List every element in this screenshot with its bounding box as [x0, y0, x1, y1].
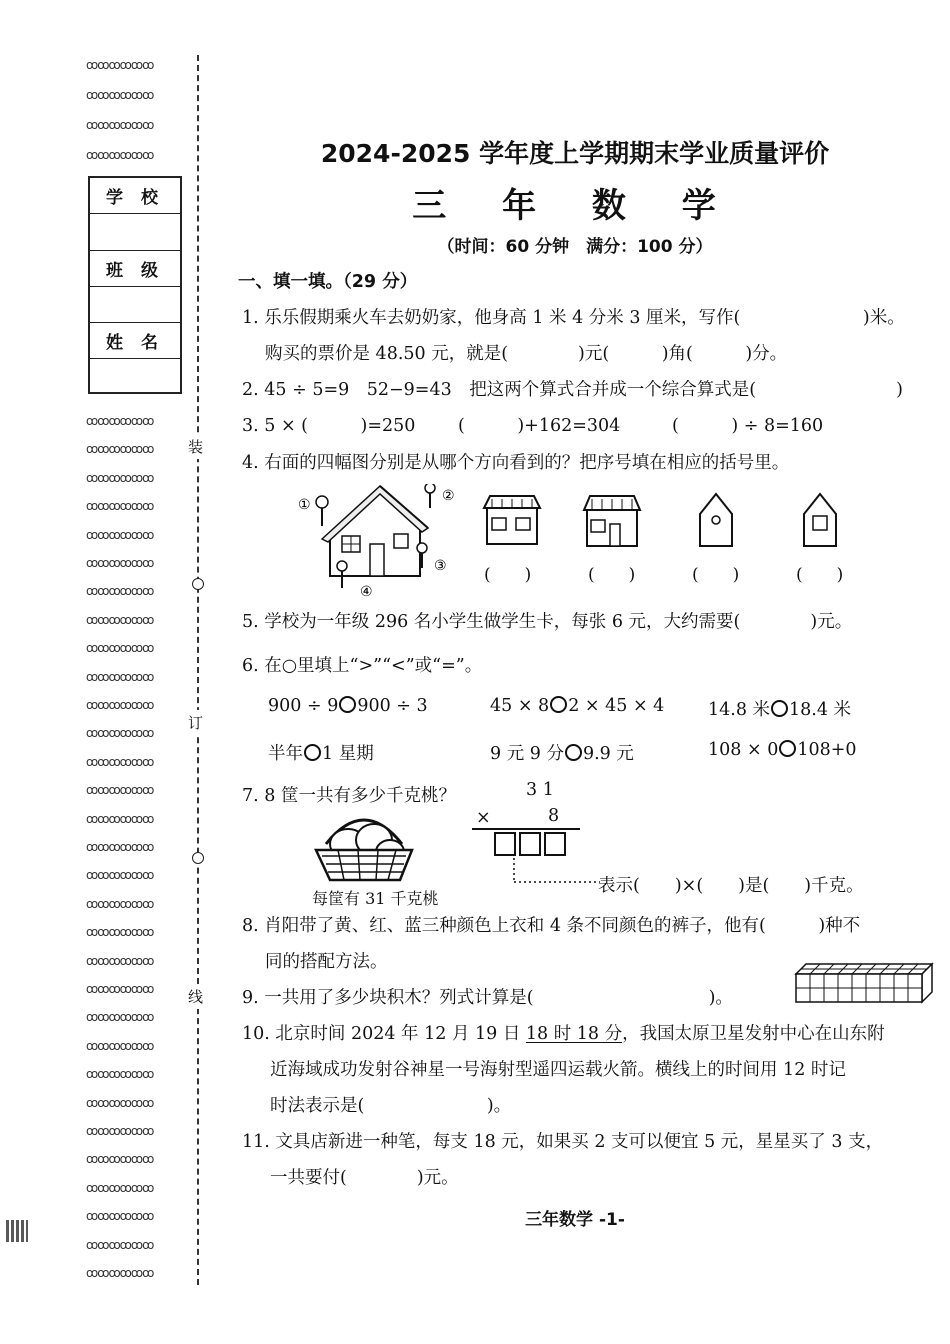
decorative-border: ꝏꝏꝏꝏꝏꝏ: [86, 1124, 154, 1138]
vertical-calc-mult-sign: ×: [476, 808, 491, 828]
house-scene-illustration: [290, 484, 470, 599]
cut-word-zhuang: 装: [188, 434, 203, 459]
view-front-house-door: [582, 494, 642, 548]
qr-code-icon: [6, 1220, 28, 1242]
cut-circle: [192, 852, 204, 864]
school-label: 学 校: [90, 178, 180, 214]
decorative-border: ꝏꝏꝏꝏꝏꝏ: [86, 118, 154, 132]
cut-word-ding: 订: [188, 710, 203, 735]
compare-item: 14.8 米 18.4 米: [708, 700, 852, 720]
marker-4: ④: [360, 584, 373, 599]
decorative-border: ꝏꝏꝏꝏꝏꝏ: [86, 1010, 154, 1025]
question-1-line-2: 购买的票价是 48.50 元，就是( )元( )角( )分。: [265, 344, 788, 364]
question-1-line-1: 1. 乐乐假期乘火车去奶奶家，他身高 1 米 4 分米 3 厘米，写作( )米。: [242, 308, 905, 328]
decorative-border: ꝏꝏꝏꝏꝏꝏ: [86, 556, 154, 570]
decorative-border: ꝏꝏꝏꝏꝏꝏ: [86, 612, 154, 627]
compare-item: 半年 1 星期: [268, 744, 374, 764]
school-field[interactable]: [90, 214, 180, 250]
decorative-border: ꝏꝏꝏꝏꝏꝏ: [86, 414, 154, 428]
decorative-border: ꝏꝏꝏꝏꝏꝏ: [86, 527, 154, 542]
compare-circle[interactable]: [304, 744, 321, 761]
decorative-border: ꝏꝏꝏꝏꝏꝏ: [86, 840, 154, 854]
digit-box[interactable]: [544, 832, 566, 856]
class-label: 班 级: [90, 251, 180, 287]
cut-word-xian: 线: [188, 984, 203, 1009]
decorative-border: ꝏꝏꝏꝏꝏꝏ: [86, 148, 154, 162]
decorative-border: ꝏꝏꝏꝏꝏꝏ: [86, 442, 154, 457]
question-6: 6. 在○里填上“>”“<”或“=”。: [242, 656, 483, 676]
decorative-border: ꝏꝏꝏꝏꝏꝏ: [86, 1038, 154, 1053]
decorative-border: ꝏꝏꝏꝏꝏꝏ: [86, 1209, 154, 1224]
decorative-border: ꝏꝏꝏꝏꝏꝏ: [86, 669, 154, 684]
question-10-line-1: 10. 北京时间 2024 年 12 月 19 日 18 时 18 分，我国太原卫星发射中心在山东附: [242, 1024, 885, 1044]
compare-circle[interactable]: [565, 744, 582, 761]
question-11-line-2: 一共要付( )元。: [270, 1168, 459, 1188]
decorative-border: ꝏꝏꝏꝏꝏꝏ: [86, 1152, 154, 1167]
class-field[interactable]: [90, 287, 180, 323]
digit-box[interactable]: [494, 832, 516, 856]
decorative-border: ꝏꝏꝏꝏꝏꝏ: [86, 1237, 154, 1252]
page-title: 2024-2025 学年度上学期期末学业质量评价: [320, 139, 830, 168]
compare-item: 9 元 9 分 9.9 元: [490, 744, 634, 764]
question-7: 7. 8 筐一共有多少千克桃？: [242, 786, 456, 806]
decorative-border: ꝏꝏꝏꝏꝏꝏ: [86, 584, 154, 599]
decorative-border: ꝏꝏꝏꝏꝏꝏ: [86, 811, 154, 826]
compare-circle[interactable]: [339, 696, 356, 713]
decorative-border: ꝏꝏꝏꝏꝏꝏ: [86, 726, 154, 741]
pointer-dotted-line: [512, 858, 602, 886]
name-label: 姓 名: [90, 323, 180, 359]
cut-line: [197, 55, 199, 1285]
decorative-border: ꝏꝏꝏꝏꝏꝏ: [86, 499, 154, 514]
answer-blank[interactable]: ( ): [796, 565, 844, 585]
question-4: 4. 右面的四幅图分别是从哪个方向看到的？把序号填在相应的括号里。: [242, 453, 790, 473]
question-5: 5. 学校为一年级 296 名小学生做学生卡，每张 6 元，大约需要( )元。: [242, 612, 853, 632]
marker-2: ②: [442, 488, 455, 504]
decorative-border: ꝏꝏꝏꝏꝏꝏ: [86, 1180, 154, 1195]
decorative-border: ꝏꝏꝏꝏꝏꝏ: [86, 470, 154, 485]
compare-circle[interactable]: [779, 740, 796, 757]
house-door: [370, 544, 384, 576]
decorative-border: ꝏꝏꝏꝏꝏꝏ: [86, 982, 154, 996]
decorative-border: ꝏꝏꝏꝏꝏꝏ: [86, 88, 154, 102]
question-9: 9. 一共用了多少块积木？列式计算是( )。: [242, 988, 733, 1008]
question-10-line-3: 时法表示是( )。: [270, 1096, 512, 1116]
compare-item: 45 × 8 2 × 45 × 4: [490, 696, 665, 716]
subject-title: 三 年 数 学: [412, 186, 738, 226]
vertical-calc-top: 3 1: [526, 780, 554, 800]
compare-circle[interactable]: [550, 696, 567, 713]
section-heading: 一、填一填。（29 分）: [238, 272, 418, 292]
question-3-b: ( )+162=304: [458, 416, 621, 436]
decorative-border: ꝏꝏꝏꝏꝏꝏ: [86, 953, 154, 968]
page-footer: 三年数学 -1-: [525, 1210, 625, 1230]
vertical-calc-bottom: 8: [548, 806, 560, 826]
view-side-house-round-window: [696, 492, 736, 548]
compare-item: 108 × 0 108+0: [708, 740, 857, 760]
digit-box[interactable]: [519, 832, 541, 856]
answer-boxes: [494, 832, 569, 860]
marker-3: ③: [434, 558, 447, 574]
decorative-border: ꝏꝏꝏꝏꝏꝏ: [86, 58, 154, 72]
question-8-line-2: 同的搭配方法。: [265, 952, 388, 972]
view-front-house: [482, 494, 542, 546]
question-3-c: ( ) ÷ 8=160: [672, 416, 824, 436]
view-side-house-square-window: [800, 492, 840, 548]
decorative-border: ꝏꝏꝏꝏꝏꝏ: [86, 868, 154, 883]
underlined-time: 18 时 18 分: [525, 1024, 623, 1044]
answer-blank[interactable]: ( ): [484, 565, 532, 585]
decorative-border: ꝏꝏꝏꝏꝏꝏ: [86, 641, 154, 656]
decorative-border: ꝏꝏꝏꝏꝏꝏ: [86, 896, 154, 911]
compare-item: 900 ÷ 9 900 ÷ 3: [268, 696, 428, 716]
question-2: 2. 45 ÷ 5=9 52−9=43 把这两个算式合并成一个综合算式是( ): [242, 380, 903, 400]
cut-circle: [192, 578, 204, 590]
decorative-border: ꝏꝏꝏꝏꝏꝏ: [86, 754, 154, 769]
decorative-border: ꝏꝏꝏꝏꝏꝏ: [86, 1266, 154, 1280]
question-11-line-1: 11. 文具店新进一种笔，每支 18 元，如果买 2 支可以便宜 5 元，星星买了 3 支，: [242, 1132, 884, 1152]
basket-caption: 每筐有 31 千克桃: [312, 889, 439, 908]
question-10-line-2: 近海域成功发射谷神星一号海射型遥四运载火箭。横线上的时间用 12 时记: [270, 1060, 846, 1080]
name-field[interactable]: [90, 359, 180, 395]
answer-blank[interactable]: ( ): [588, 565, 636, 585]
decorative-border: ꝏꝏꝏꝏꝏꝏ: [86, 783, 154, 798]
vertical-calc-rule: [472, 828, 580, 830]
question-8-line-1: 8. 肖阳带了黄、红、蓝三种颜色上衣和 4 条不同颜色的裤子，他有( )种不: [242, 916, 861, 936]
decorative-border: ꝏꝏꝏꝏꝏꝏ: [86, 698, 154, 712]
marker-1: ①: [298, 497, 311, 513]
question-7-explain: 表示( )×( )是( )千克。: [598, 876, 864, 896]
answer-blank[interactable]: ( ): [692, 565, 740, 585]
student-info-box: [88, 176, 182, 394]
decorative-border: ꝏꝏꝏꝏꝏꝏ: [86, 925, 154, 940]
question-3-a: 3. 5 × ( )=250: [242, 416, 416, 436]
decorative-border: ꝏꝏꝏꝏꝏꝏ: [86, 1095, 154, 1110]
compare-circle[interactable]: [771, 700, 788, 717]
building-blocks-illustration: [792, 962, 934, 1004]
exam-time-info: （时间：60 分钟 满分：100 分）: [437, 237, 713, 257]
peach-basket-illustration: [308, 804, 423, 886]
decorative-border: ꝏꝏꝏꝏꝏꝏ: [86, 1067, 154, 1082]
